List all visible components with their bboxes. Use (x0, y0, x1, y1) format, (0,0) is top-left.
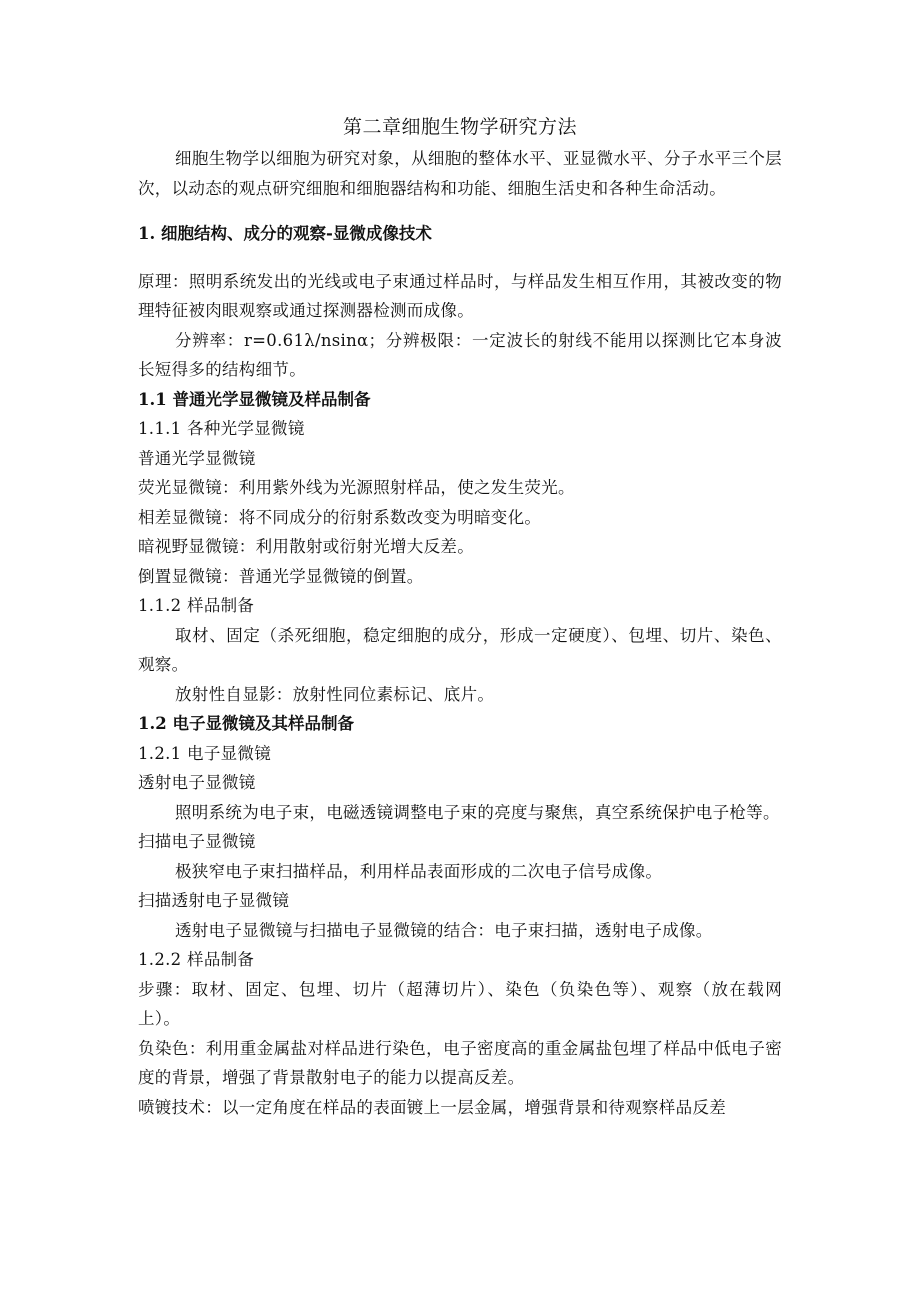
prep-paragraph: 取材、固定（杀死细胞，稳定细胞的成分，形成一定硬度）、包埋、切片、染色、观察。 (138, 625, 782, 674)
tem-label: 透射电子显微镜 (138, 773, 256, 792)
subsection-1-2-1: 1.2.1 电子显微镜 (138, 743, 272, 763)
section-1-2-heading: 1.2 电子显微镜及其样品制备 (138, 714, 354, 733)
subsection-1-2-2: 1.2.2 样品制备 (138, 950, 255, 969)
section-1-heading: 1. 细胞结构、成分的观察-显微成像技术 (138, 224, 432, 243)
autoradiography-paragraph: 放射性自显影：放射性同位素标记、底片。 (175, 684, 495, 704)
microscope-item: 暗视野显微镜：利用散射或衍射光增大反差。 (138, 537, 474, 556)
microscope-item: 相差显微镜：将不同成分的衍射系数改变为明暗变化。 (138, 507, 542, 527)
sem-description: 极狭窄电子束扫描样品，利用样品表面形成的二次电子信号成像。 (175, 861, 663, 881)
section-1-1-heading: 1.1 普通光学显微镜及样品制备 (138, 389, 371, 409)
page-title: 第二章细胞生物学研究方法 (342, 116, 577, 138)
steps-paragraph: 步骤：取材、固定、包埋、切片（超薄切片）、染色（负染色等）、观察（放在载网上）。 (138, 979, 782, 1028)
microscope-item: 荧光显微镜：利用紫外线为光源照射样品，使之发生荧光。 (138, 478, 575, 497)
microscope-item: 倒置显微镜：普通光学显微镜的倒置。 (138, 566, 424, 586)
negative-stain-paragraph: 负染色：利用重金属盐对样品进行染色，电子密度高的重金属盐包埋了样品中低电子密度的背景，增强了背景散射电子的能力以提高反差。 (138, 1038, 782, 1087)
sem-label: 扫描电子显微镜 (138, 832, 256, 851)
document-page (138, 110, 782, 1122)
subsection-1-1-2: 1.1.2 样品制备 (138, 596, 255, 615)
tem-description: 照明系统为电子束，电磁透镜调整电子束的亮度与聚焦，真空系统保护电子枪等。 (175, 802, 780, 822)
principle-paragraph: 原理：照明系统发出的光线或电子束通过样品时，与样品发生相互作用，其被改变的物理特征被肉眼观察或通过探测器检测而成像。 (138, 271, 782, 320)
intro-paragraph: 细胞生物学以细胞为研究对象，从细胞的整体水平、亚显微水平、分子水平三个层次，以动态的观点研究细胞和细胞器结构和功能、细胞生活史和各种生命活动。 (138, 149, 782, 198)
stem-label: 扫描透射电子显微镜 (138, 891, 290, 910)
stem-description: 透射电子显微镜与扫描电子显微镜的结合：电子束扫描，透射电子成像。 (175, 920, 713, 940)
microscope-item: 普通光学显微镜 (138, 448, 256, 468)
shadowing-paragraph: 喷镀技术：以一定角度在样品的表面镀上一层金属，增强背景和待观察样品反差 (138, 1097, 726, 1117)
resolution-paragraph: 分辨率：r=0.61λ/nsinα；分辨极限：一定波长的射线不能用以探测比它本身波长短得多的结构细节。 (138, 330, 782, 379)
subsection-1-1-1: 1.1.1 各种光学显微镜 (138, 419, 305, 438)
